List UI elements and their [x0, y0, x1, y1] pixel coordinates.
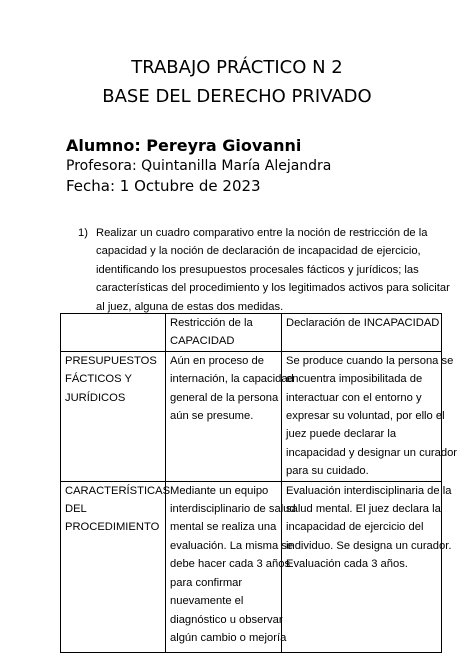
- cell-line: diagnóstico u observar: [170, 613, 283, 626]
- cell-line: mental se realiza una: [170, 521, 277, 534]
- cell-line: internación, la capacidad: [170, 373, 294, 386]
- cell-line: PRESUPUESTOS: [65, 354, 157, 367]
- cell-line: encuentra imposibilitada de: [286, 373, 423, 386]
- cell-line: incapacidad y designar un curador: [286, 446, 458, 459]
- table-header-row: [61, 314, 442, 352]
- question-line: al juez, alguna de estas dos medidas.: [96, 300, 284, 313]
- cell-line: individuo. Se designa un curador.: [286, 539, 452, 552]
- cell-line: interdisciplinario de salud: [170, 503, 296, 516]
- question-line: identificando los presupuestos procesales fácticos y jurídicos; las: [96, 263, 419, 276]
- cell-line: incapacidad de ejercicio del: [286, 521, 424, 534]
- cell-line: CAPACIDAD: [170, 335, 235, 348]
- cell-line: expresar su voluntad, por ello el: [286, 410, 445, 423]
- cell-line: juez puede declarar la: [286, 428, 397, 441]
- date-line: Fecha: 1 Octubre de 2023: [66, 177, 261, 195]
- cell-line: JURÍDICOS: [65, 391, 126, 404]
- table-row: [61, 481, 442, 652]
- cell-line: Mediante un equipo: [170, 484, 269, 497]
- cell-line: para su cuidado.: [286, 465, 369, 478]
- cell-line: debe hacer cada 3 años: [170, 558, 291, 571]
- cell-line: salud mental. El juez declara la: [286, 503, 441, 516]
- question-number: 1): [78, 227, 88, 239]
- cell-line: para confirmar: [170, 576, 243, 589]
- row-label-cell: [61, 351, 166, 481]
- header-cell-empty: [61, 314, 166, 352]
- question-text: [96, 224, 450, 316]
- cell-line: Evaluación interdisciplinaria de la: [286, 484, 452, 497]
- cell-line: Declaración de INCAPACIDAD: [286, 317, 440, 329]
- cell-line: Aún en proceso de: [170, 354, 264, 367]
- table-row: [61, 351, 442, 481]
- cell-line: PROCEDIMIENTO: [65, 521, 160, 534]
- question-line: capacidad y la noción de declaración de incapacidad de ejercicio,: [96, 245, 421, 258]
- teacher-name: Profesora: Quintanilla María Alejandra: [66, 158, 332, 174]
- comparison-table: [60, 313, 458, 653]
- cell-line: nuevamente el: [170, 595, 244, 608]
- cell-line: algún cambio o mejoría: [170, 631, 287, 644]
- question-line: características del procedimiento y los legitimados activos para solicitar: [96, 282, 450, 295]
- cell-line: interactuar con el entorno y: [286, 391, 422, 404]
- cell-line: FÁCTICOS Y: [65, 373, 132, 386]
- declaracion-cell: [282, 481, 452, 652]
- header-cell-restriccion: [166, 314, 282, 352]
- cell-line: Restricción de la: [170, 317, 253, 329]
- restriccion-cell: [166, 481, 296, 652]
- row-label-cell: [61, 481, 171, 652]
- title-line-1: TRABAJO PRÁCTICO N 2: [131, 57, 343, 78]
- cell-line: general de la persona: [170, 391, 279, 404]
- restriccion-cell: [166, 351, 294, 481]
- cell-line: Se produce cuando la persona se: [286, 354, 454, 367]
- title-line-2: BASE DEL DERECHO PRIVADO: [102, 86, 372, 107]
- cell-line: Evaluación cada 3 años.: [286, 558, 408, 571]
- cell-line: evaluación. La misma se: [170, 539, 294, 552]
- cell-line: DEL: [65, 503, 87, 516]
- student-name: Alumno: Pereyra Giovanni: [66, 136, 302, 155]
- declaracion-cell: [282, 351, 458, 481]
- cell-line: CARACTERÍSTICAS: [65, 484, 171, 497]
- header-cell-declaracion: [282, 314, 442, 352]
- cell-line: aún se presume.: [170, 410, 254, 423]
- question-line: Realizar un cuadro comparativo entre la noción de restricción de la: [96, 227, 428, 239]
